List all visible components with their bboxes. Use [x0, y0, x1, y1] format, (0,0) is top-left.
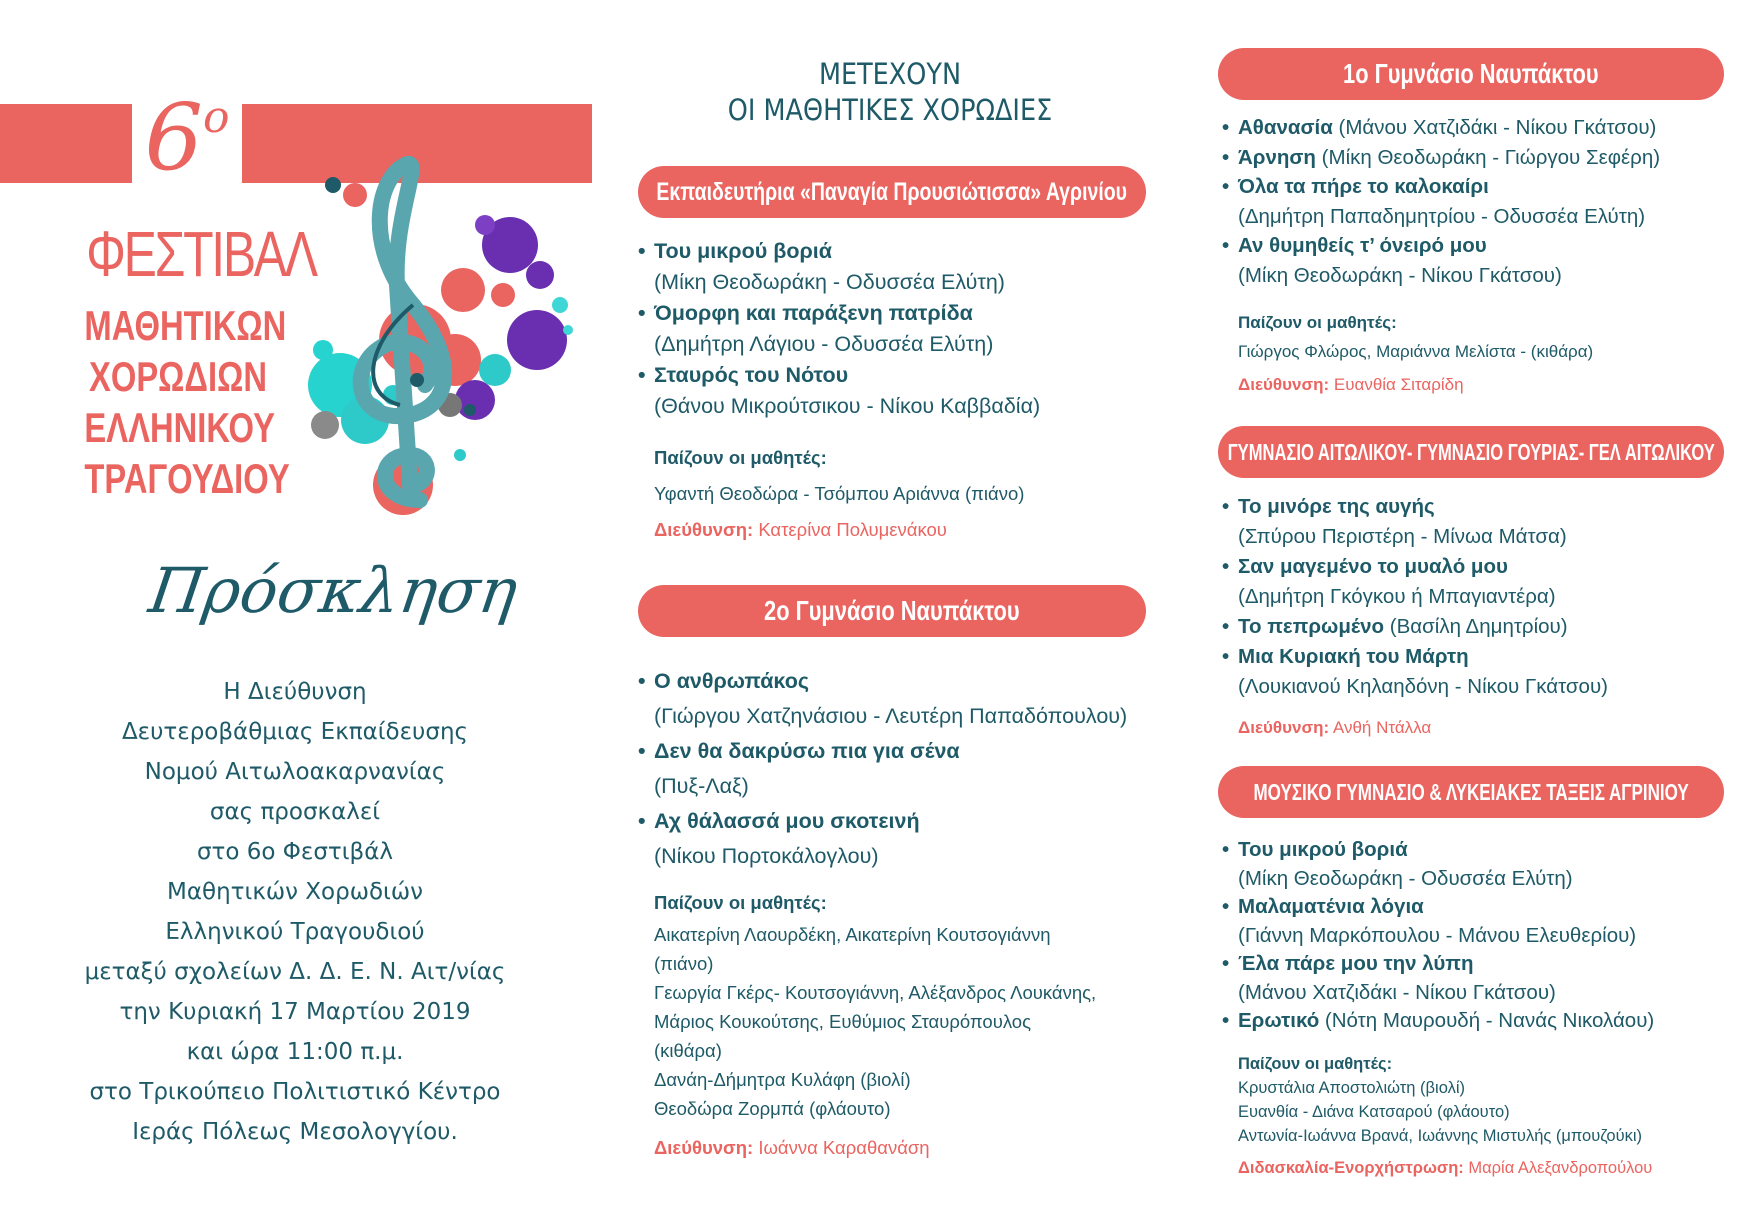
- song-item: • Το πεπρωμένο (Βασίλη Δημητρίου): [1222, 615, 1568, 638]
- players-line: Γιώργος Φλώρος, Μαριάννα Μελίστα - (κιθάρα): [1238, 342, 1594, 361]
- credits-2nd-gymnasium: [654, 888, 1174, 1162]
- song-item: • Του μικρού βοριά (Μίκη Θεοδωράκη - Οδυσσέα Ελύτη): [1222, 838, 1573, 890]
- song-list-prousiotissa: [638, 236, 1158, 422]
- song-item: • Ερωτικό (Νότη Μαυρουδή - Νανάς Νικολάου): [1222, 1009, 1655, 1032]
- school-heading-aitoliko: ΓΥΜΝΑΣΙΟ ΑΙΤΩΛΙΚΟΥ- ΓΥΜΝΑΣΙΟ ΓΟΥΡΙΑΣ- ΓΕΛ ΑΙΤΩΛΙΚΟΥ: [1218, 426, 1724, 478]
- song-item: • Αθανασία (Μάνου Χατζιδάκι - Νίκου Γκάτσου): [1222, 116, 1657, 139]
- song-item: • Σαν μαγεμένο το μυαλό μου (Δημήτρη Γκόγκου ή Μπαγιαντέρα): [1222, 555, 1556, 608]
- players-line: (πιάνο): [654, 953, 714, 974]
- players-label: Παίζουν οι μαθητές:: [1238, 1055, 1393, 1073]
- invitation-title: Πρόσκληση: [144, 554, 522, 627]
- song-item: • Έλα πάρε μου την λύπη (Μάνου Χατζιδάκι - Νίκου Γκάτσου): [1222, 952, 1556, 1004]
- direction-line: Διεύθυνση: Ευανθία Σιταρίδη: [1238, 375, 1464, 394]
- song-list-aitoliko: [1222, 492, 1742, 702]
- participants-heading: [688, 56, 1093, 128]
- heading-line-2: ΟΙ ΜΑΘΗΤΙΚΕΣ ΧΟΡΩΔΙΕΣ: [727, 93, 1053, 127]
- song-item: • Δεν θα δακρύσω πια για σένα (Πυξ-Λαξ): [638, 739, 960, 798]
- players-line: Δανάη-Δήμητρα Κυλάφη (βιολί): [654, 1069, 911, 1090]
- song-item: • Όμορφη και παράξενη πατρίδα (Δημήτρη Λάγιου - Οδυσσέα Ελύτη): [638, 301, 994, 356]
- players-line: Υφαντή Θεοδώρα - Τσόμπου Αριάννα (πιάνο): [654, 483, 1025, 504]
- festival-subtitle-2: ΧΟΡΩΔΙΩΝ: [88, 353, 268, 400]
- invitation-line: την Κυριακή 17 Μαρτίου 2019: [119, 999, 471, 1025]
- song-item: • Αν θυμηθείς τ’ όνειρό μου (Μίκη Θεοδωράκη - Νίκου Γκάτσου): [1222, 234, 1562, 287]
- song-list-music-school: [1222, 836, 1742, 1036]
- direction-line: Διεύθυνση: Κατερίνα Πολυμενάκου: [654, 519, 947, 540]
- players-line: Αντωνία-Ιωάννα Βρανά, Ιωάννης Μιστυλής (μπουζούκι): [1238, 1127, 1643, 1145]
- song-item: • Του μικρού βοριά (Μίκη Θεοδωράκη - Οδυσσέα Ελύτη): [638, 239, 1005, 294]
- players-line: Μάριος Κουκούτσης, Ευθύμιος Σταυρόπουλος: [654, 1011, 1032, 1032]
- song-item: • Άρνηση (Μίκη Θεοδωράκη - Γιώργου Σεφέρη): [1222, 145, 1661, 169]
- school-heading-music-school-agrinio: ΜΟΥΣΙΚΟ ΓΥΜΝΑΣΙΟ & ΛΥΚΕΙΑΚΕΣ ΤΑΞΕΙΣ ΑΓΡΙΝΙΟΥ: [1218, 766, 1724, 818]
- invitation-line: Ιεράς Πόλεως Μεσολογγίου.: [132, 1119, 458, 1145]
- song-item: • Όλα τα πήρε το καλοκαίρι (Δημήτρη Παπαδημητρίου - Οδυσσέα Ελύτη): [1222, 175, 1646, 228]
- players-line: Ευανθία - Διάνα Κατσαρού (φλάουτο): [1238, 1103, 1510, 1121]
- song-item: • Σταυρός του Νότου (Θάνου Μικρούτσικου - Νίκου Καββαδία): [638, 363, 1041, 418]
- song-list-2nd-gymnasium: [638, 664, 1178, 874]
- invitation-line: Νομού Αιτωλοακαρνανίας: [144, 759, 446, 785]
- festival-subtitle-4: ΤΡΑΓΟΥΔΙΟΥ: [84, 455, 290, 502]
- festival-subtitle-3: ΕΛΛΗΝΙΚΟΥ: [84, 404, 275, 451]
- players-label: Παίζουν οι μαθητές:: [1238, 313, 1397, 332]
- credits-prousiotissa: [654, 440, 1154, 548]
- invitation-line: και ώρα 11:00 π.μ.: [186, 1039, 404, 1065]
- festival-subtitle-1: ΜΑΘΗΤΙΚΩΝ: [84, 302, 287, 349]
- invitation-line: μεταξύ σχολείων Δ. Δ. Ε. Ν. Αιτ/νίας: [84, 959, 506, 985]
- players-line: Αικατερίνη Λαουρδέκη, Αικατερίνη Κουτσογιάννη: [654, 924, 1051, 945]
- invitation-line: στο 6ο Φεστιβάλ: [196, 839, 394, 865]
- song-item: • Αχ θάλασσά μου σκοτεινή (Νίκου Πορτοκάλογλου): [638, 809, 920, 868]
- heading-line-1: ΜΕΤΕΧΟΥΝ: [818, 57, 962, 91]
- invitation-line: Ελληνικού Τραγουδιού: [165, 919, 425, 945]
- treble-clef-illustration: [305, 155, 575, 520]
- invitation-line: σας προσκαλεί: [209, 799, 381, 825]
- direction-line: Διδασκαλία-Ενορχήστρωση: Μαρία Αλεξανδροπούλου: [1238, 1159, 1653, 1177]
- players-line: Κρυστάλια Αποστολιώτη (βιολί): [1238, 1079, 1465, 1097]
- festival-title: ΦΕΣΤΙΒΑΛ: [86, 218, 316, 290]
- song-item: • Μια Κυριακή του Μάρτη (Λουκιανού Κηλαηδόνη - Νίκου Γκάτσου): [1222, 645, 1609, 698]
- song-item: • Ο ανθρωπάκος (Γιώργου Χατζηνάσιου - Λευτέρη Παπαδόπουλου): [638, 669, 1128, 728]
- players-line: Γεωργία Γκέρς- Κουτσογιάννη, Αλέξανδρος Λουκάνης,: [654, 982, 1097, 1003]
- direction-line-aitoliko: Διεύθυνση: Ανθή Ντάλλα: [1238, 718, 1432, 737]
- direction-line: Διεύθυνση: Ιωάννα Καραθανάση: [654, 1137, 930, 1158]
- song-item: • Το μινόρε της αυγής (Σπύρου Περιστέρη - Μίνωα Μάτσα): [1222, 495, 1567, 548]
- players-line: (κιθάρα): [654, 1040, 722, 1061]
- school-heading-prousiotissa: Εκπαιδευτήρια «Παναγία Προυσιώτισσα» Αγρινίου: [638, 166, 1146, 218]
- players-label: Παίζουν οι μαθητές:: [654, 447, 827, 468]
- invitation-line: Μαθητικών Χορωδιών: [167, 879, 423, 905]
- festival-number: $6^o$: [144, 84, 230, 191]
- school-heading-1st-gymnasium-nafpaktos: 1ο Γυμνάσιο Ναυπάκτου: [1218, 48, 1724, 100]
- song-item: • Μαλαματένια λόγια (Γιάννη Μαρκόπουλου - Μάνου Ελευθερίου): [1222, 895, 1637, 947]
- players-label: Παίζουν οι μαθητές:: [654, 892, 827, 913]
- invitation-text: [40, 672, 550, 1152]
- invitation-line: Δευτεροβάθμιας Εκπαίδευσης: [121, 719, 469, 745]
- song-list-1st-gymnasium: [1222, 113, 1742, 290]
- credits-1st-gymnasium: [1238, 308, 1738, 399]
- players-line: Θεοδώρα Ζορμπά (φλάουτο): [654, 1098, 891, 1119]
- credits-music-school: [1238, 1052, 1738, 1180]
- invitation-line: στο Τρικούπειο Πολιτιστικό Κέντρο: [89, 1079, 501, 1105]
- invitation-line: Η Διεύθυνση: [223, 679, 367, 705]
- school-heading-2nd-gymnasium-nafpaktos: 2ο Γυμνάσιο Ναυπάκτου: [638, 585, 1146, 637]
